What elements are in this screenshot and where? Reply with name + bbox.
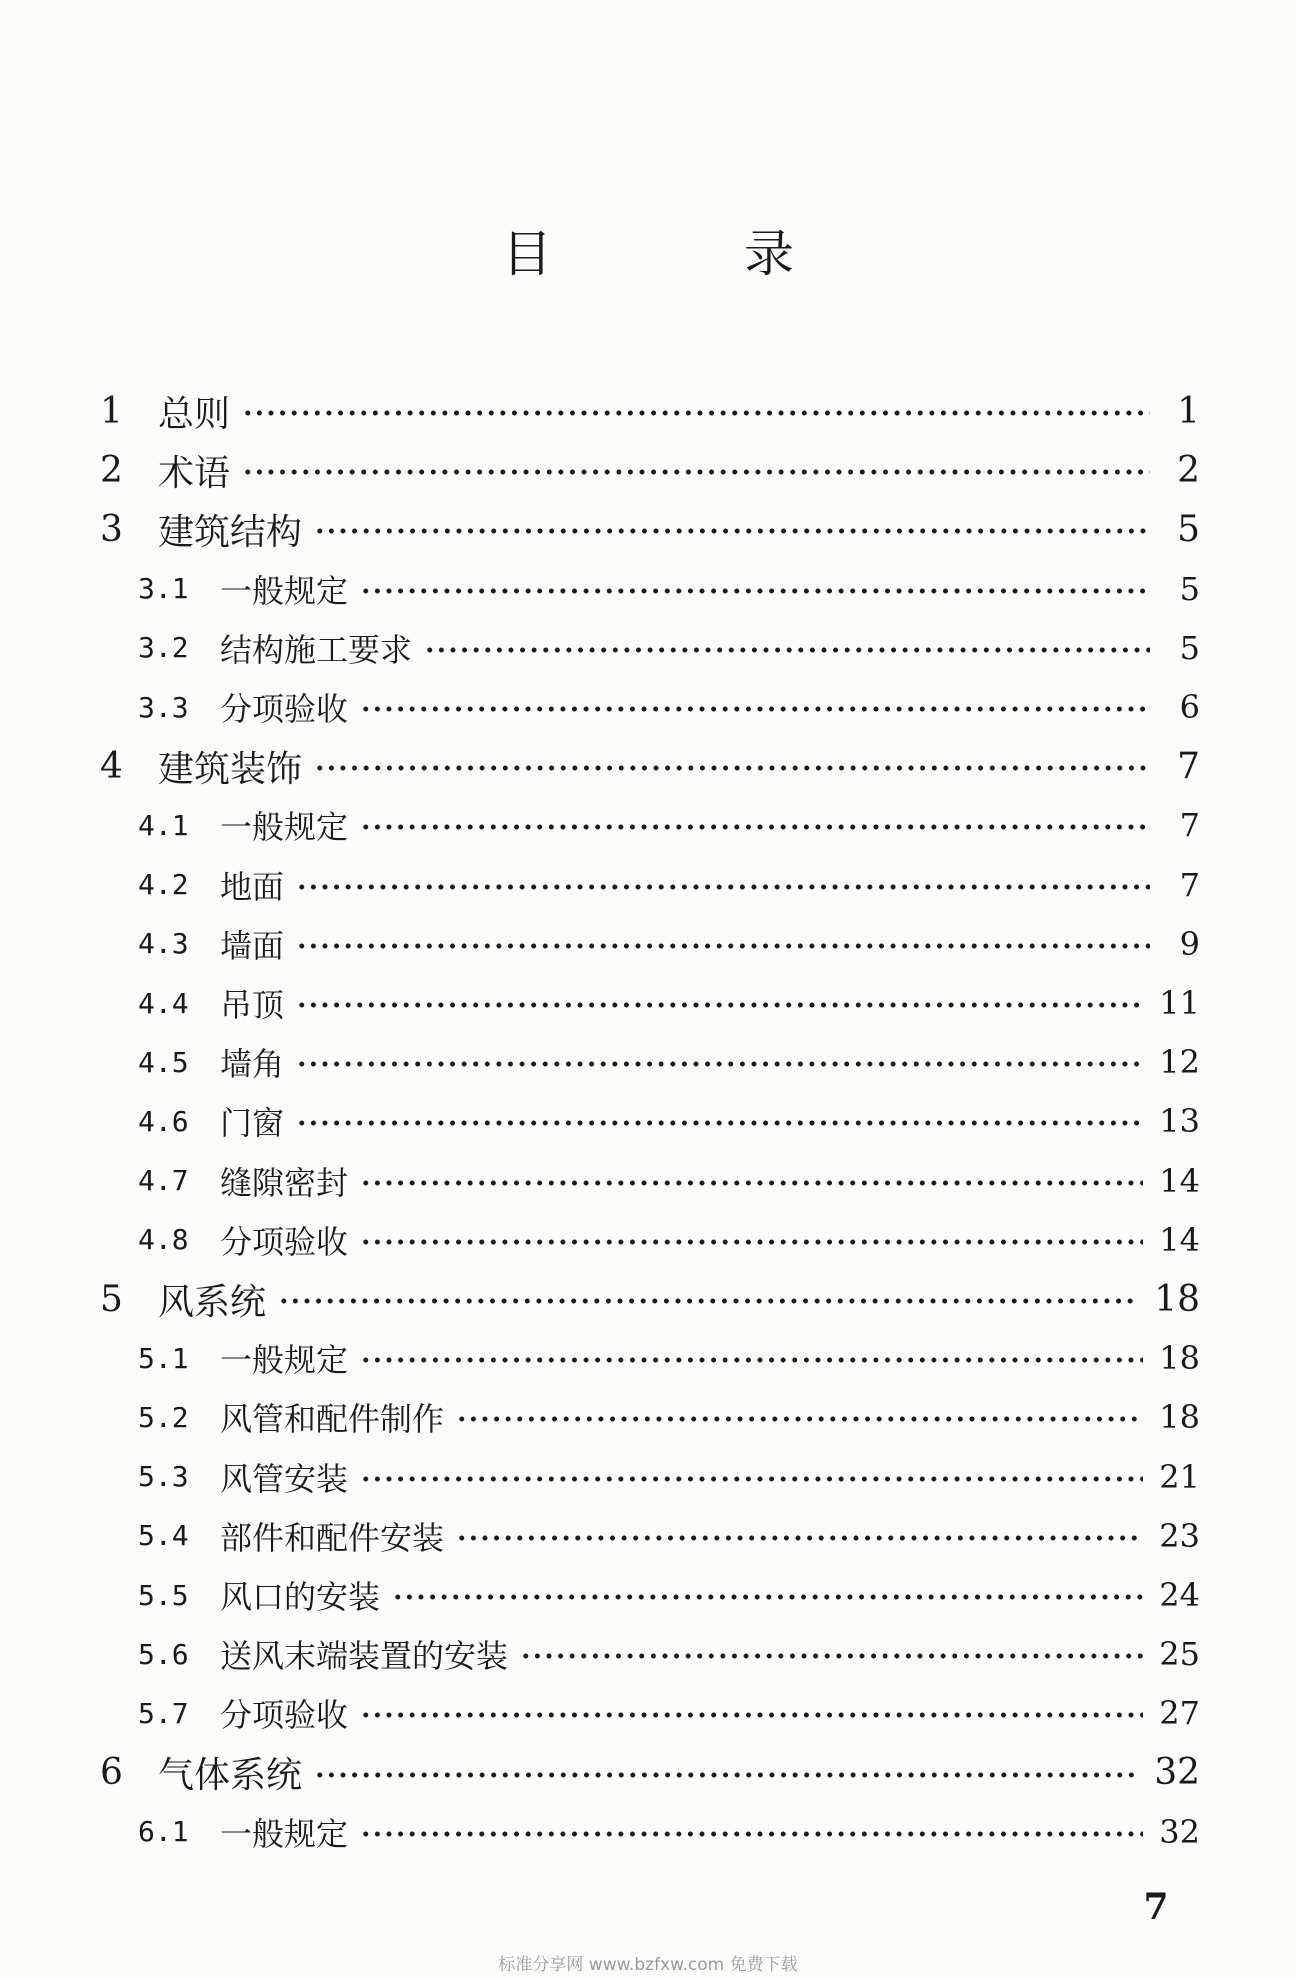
toc-entry-number: 4.1 [138,808,189,842]
toc-entry-number: 5.3 [138,1460,189,1494]
toc-entry[interactable] [138,855,1200,915]
toc-entry-number: 3 [100,508,123,550]
toc-entry-number: 5 [100,1278,123,1320]
toc-entry[interactable] [138,1032,1200,1092]
dot-leader [360,706,1150,712]
dot-leader [520,1653,1143,1659]
toc-entry[interactable] [138,1447,1200,1507]
toc-entry-title: 一般规定 [220,808,349,847]
toc-entry-number: 4.3 [138,927,189,961]
toc-entry[interactable] [100,499,1200,559]
toc-entry-page: 23 [1159,1516,1200,1555]
dot-leader [392,1594,1143,1600]
toc-entry[interactable] [138,677,1200,737]
toc-entry-title: 气体系统 [158,1755,303,1797]
dot-leader [296,943,1150,949]
toc-entry-page: 5 [1179,569,1200,608]
toc-entry[interactable] [138,1151,1200,1211]
toc-entry[interactable] [138,1387,1200,1447]
dot-leader [296,1002,1143,1008]
toc-entry-page: 7 [1179,865,1200,904]
toc-entry-page: 1 [1177,390,1200,432]
toc-entry-page: 13 [1159,1102,1200,1141]
toc-entry-page: 6 [1179,688,1200,726]
toc-entry-title: 风口的安装 [220,1578,381,1616]
toc-entry-page: 18 [1154,1278,1200,1320]
dot-leader [296,1120,1143,1126]
toc-entry-title: 一般规定 [220,1341,349,1380]
toc-entry-title: 建筑装饰 [158,748,303,790]
toc-entry-title: 送风末端装置的安装 [220,1637,509,1676]
dot-leader [296,1061,1143,1067]
toc-entry[interactable] [100,381,1200,441]
toc-entry-number: 4.4 [138,986,189,1020]
toc-entry-title: 一般规定 [220,571,349,610]
toc-entry-page: 11 [1159,984,1200,1022]
toc-entry[interactable] [138,1565,1200,1625]
dot-leader [360,588,1150,594]
dot-leader [360,1712,1143,1718]
toc-entry-title: 风管安装 [220,1459,349,1498]
toc-entry-title: 分项验收 [220,1222,349,1261]
toc-entry-page: 18 [1159,1398,1200,1437]
toc-entry-title: 术语 [158,452,231,494]
toc-entry-number: 1 [100,390,123,432]
toc-entry[interactable] [138,1210,1200,1270]
toc-entry-title: 墙面 [220,926,285,965]
toc-entry[interactable] [138,618,1200,678]
toc-entry-number: 5.2 [138,1400,189,1434]
dot-leader [360,1239,1143,1245]
toc-entry[interactable] [138,795,1200,855]
toc-entry-page: 21 [1159,1457,1200,1496]
dot-leader [296,884,1150,890]
toc-entry-title: 部件和配件安装 [220,1518,445,1557]
toc-entry-page: 14 [1159,1220,1200,1259]
toc-entry[interactable] [100,1743,1200,1803]
dot-leader [360,1831,1143,1837]
dot-leader [456,1416,1143,1422]
toc-entry[interactable] [138,1683,1200,1743]
toc-entry-number: 3.3 [138,690,189,724]
toc-entry[interactable] [138,914,1200,974]
dot-leader [242,410,1150,416]
toc-entry-page: 24 [1159,1576,1200,1614]
toc-entry-number: 4.7 [138,1164,189,1198]
toc-entry-number: 4.2 [138,868,189,902]
toc-entry-page: 25 [1159,1635,1200,1674]
toc-entry-page: 32 [1159,1812,1200,1851]
dot-leader [360,1476,1143,1482]
toc-entry[interactable] [138,1624,1200,1684]
toc-entry-title: 分项验收 [220,1696,349,1735]
toc-entry-title: 风系统 [158,1281,267,1323]
dot-leader [314,765,1150,771]
toc-entry-title: 墙角 [220,1045,285,1084]
toc-entry-page: 2 [1177,449,1200,491]
toc-entry-title: 总则 [158,393,231,435]
dot-leader [278,1298,1138,1304]
toc-entry-page: 27 [1159,1694,1200,1733]
toc-entry-number: 4 [100,745,123,787]
toc-entry-number: 4.8 [138,1223,189,1257]
toc-entry-title: 结构施工要求 [220,630,413,669]
dot-leader [424,647,1150,653]
toc-entry-page: 32 [1154,1752,1200,1794]
toc-entry[interactable] [100,736,1200,796]
toc-entry-title: 门窗 [220,1104,285,1143]
toc-entry-page: 7 [1177,745,1200,787]
dot-leader [360,1357,1143,1363]
toc-entry-page: 12 [1159,1043,1200,1082]
toc-entry-title: 地面 [220,867,285,906]
toc-entry-number: 4.6 [138,1104,189,1138]
toc-entry-page: 5 [1177,508,1200,550]
toc-entry[interactable] [138,1328,1200,1388]
toc-entry[interactable] [138,1091,1200,1151]
toc-entry-title: 一般规定 [220,1814,349,1853]
dot-leader [456,1535,1143,1541]
toc-entry-page: 14 [1159,1161,1200,1200]
toc-entry-number: 3.1 [138,572,189,606]
toc-entry-page: 18 [1159,1339,1200,1378]
dot-leader [360,1180,1143,1186]
toc-entry-number: 6 [100,1752,123,1794]
toc-entry[interactable] [100,440,1200,500]
dot-leader [314,528,1150,534]
dot-leader [242,469,1150,475]
toc-entry[interactable] [100,1269,1200,1329]
dot-leader [360,824,1150,830]
toc-entry-number: 5.6 [138,1637,189,1671]
toc-entry-number: 5.7 [138,1696,189,1730]
toc-entry-number: 4.5 [138,1045,189,1079]
toc-entry-title: 建筑结构 [158,511,303,553]
toc-entry-page: 5 [1179,628,1200,667]
toc-entry-title: 风管和配件制作 [220,1400,445,1439]
toc-entry[interactable] [138,1506,1200,1566]
toc-entry-title: 分项验收 [220,690,349,728]
toc-entry[interactable] [138,973,1200,1033]
toc-entry-number: 5.4 [138,1519,189,1553]
toc-entry[interactable] [138,559,1200,619]
toc-entry-number: 5.5 [138,1578,189,1612]
toc-entry-title: 吊顶 [220,986,285,1024]
toc-entry-number: 3.2 [138,631,189,665]
toc-entry-number: 5.1 [138,1341,189,1375]
page-title: 目 录 [502,225,882,283]
toc-entry-number: 2 [100,449,123,491]
toc-entry[interactable] [138,1802,1200,1862]
dot-leader [314,1772,1138,1778]
toc-entry-title: 缝隙密封 [220,1163,349,1202]
page-number: 7 [1143,1886,1169,1928]
toc-entry-page: 9 [1179,924,1200,963]
watermark: 标准分享网 www.bzfxw.com 免费下载 [498,1955,798,1975]
toc-entry-page: 7 [1179,806,1200,845]
toc-entry-number: 6.1 [138,1815,189,1849]
